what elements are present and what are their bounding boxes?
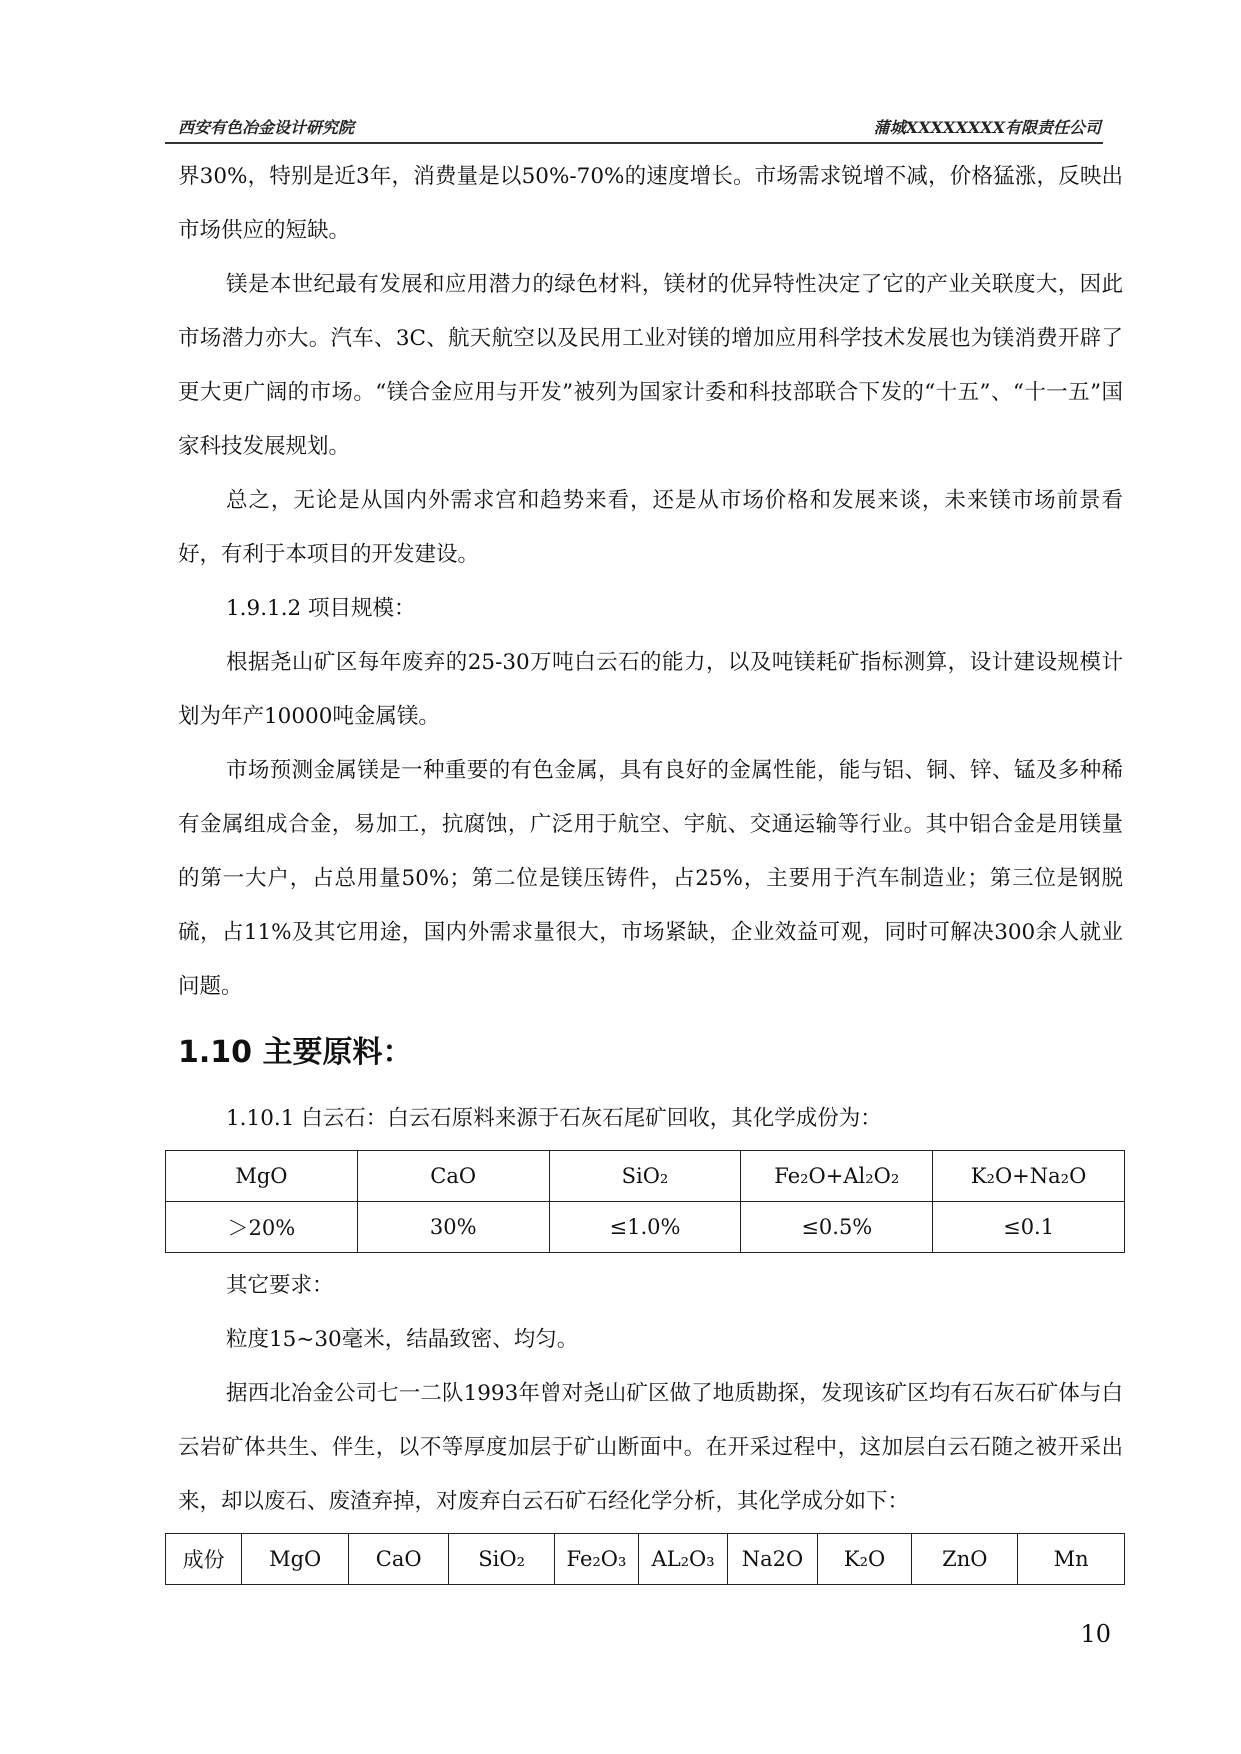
table-header-cell: MgO [166, 1151, 358, 1202]
paragraph: 据西北冶金公司七一二队1993年曾对尧山矿区做了地质勘探，发现该矿区均有石灰石矿体与白云岩矿体共生、伴生，以不等厚度加层于矿山断面中。在开采过程中，这加层白云石随之被开采出来，却以废石、废渣弃掉，对废弃白云石矿石经化学分析，其化学成分如下： [178, 1381, 1123, 1514]
table-header-cell: K₂O+Na₂O [933, 1151, 1125, 1202]
table-row [166, 1534, 1125, 1585]
table-cell: ＞20% [166, 1202, 358, 1253]
page-body [178, 150, 1123, 1585]
section-heading: 1.10 主要原料： [178, 1035, 413, 1070]
table-header-cell: Mn [1018, 1534, 1125, 1585]
paragraph: 粒度15~30毫米，结晶致密、均匀。 [226, 1327, 579, 1352]
table-header-cell: K₂O [817, 1534, 912, 1585]
header-right-text: 蒲城XXXXXXXX有限责任公司 [873, 118, 1101, 137]
table-header-cell: Na2O [728, 1534, 817, 1585]
paragraph: 界30%，特别是近3年，消费量是以50%-70%的速度增长。市场需求锐增不减，价格猛涨，反映出市场供应的短缺。 [178, 164, 1123, 243]
paragraph: 其它要求： [226, 1273, 334, 1298]
table-row [166, 1202, 1125, 1253]
paragraph: 市场预测金属镁是一种重要的有色金属，具有良好的金属性能，能与铝、铜、锌、锰及多种稀有金属组成合金，易加工，抗腐蚀，广泛用于航空、宇航、交通运输等行业。其中铝合金是用镁量的第一大户，占总用量50%；第二位是镁压铸件，占25%，主要用于汽车制造业；第三位是钢脱硫，占11%及其它用途，国内外需求量很大，市场紧缺，企业效益可观，同时可解决300余人就业问题。 [178, 758, 1123, 999]
subsection-label: 1.9.1.2 项目规模： [226, 596, 416, 621]
page-number: 10 [1080, 1620, 1111, 1648]
table-row [166, 1151, 1125, 1202]
table-header-cell: Fe₂O+Al₂O₂ [741, 1151, 933, 1202]
table-cell: ≤1.0% [549, 1202, 741, 1253]
composition-table-2 [165, 1533, 1125, 1585]
paragraph: 镁是本世纪最有发展和应用潜力的绿色材料，镁材的优异特性决定了它的产业关联度大，因此市场潜力亦大。汽车、3C、航天航空以及民用工业对镁的增加应用科学技术发展也为镁消费开辟了更大更广阔的市场。“镁合金应用与开发”被列为国家计委和科技部联合下发的“十五”、“十一五”国家科技发展规划。 [178, 272, 1123, 459]
header-rule [165, 142, 1103, 144]
table-cell: ≤0.1 [933, 1202, 1125, 1253]
table-header-cell: SiO₂ [549, 1151, 741, 1202]
paragraph: 根据尧山矿区每年废弃的25-30万吨白云石的能力，以及吨镁耗矿指标测算，设计建设规模计划为年产10000吨金属镁。 [178, 650, 1123, 729]
table-header-cell: CaO [357, 1151, 549, 1202]
table-header-cell: MgO [242, 1534, 349, 1585]
section-intro: 1.10.1 白云石：白云石原料来源于石灰石尾矿回收，其化学成份为： [226, 1106, 882, 1131]
table-header-cell: AL₂O₃ [638, 1534, 727, 1585]
table-header-cell: ZnO [912, 1534, 1018, 1585]
paragraph: 总之，无论是从国内外需求宫和趋势来看，还是从市场价格和发展来谈，未来镁市场前景看好，有利于本项目的开发建设。 [178, 488, 1123, 567]
table-header-cell: SiO₂ [449, 1534, 555, 1585]
table-header-cell: Fe₂O₃ [555, 1534, 639, 1585]
composition-table-1 [165, 1150, 1125, 1253]
table-cell: ≤0.5% [741, 1202, 933, 1253]
table-cell: 30% [357, 1202, 549, 1253]
table-header-cell: CaO [349, 1534, 449, 1585]
table-header-cell: 成份 [166, 1534, 242, 1585]
header-left-text: 西安有色冶金设计研究院 [178, 118, 355, 137]
